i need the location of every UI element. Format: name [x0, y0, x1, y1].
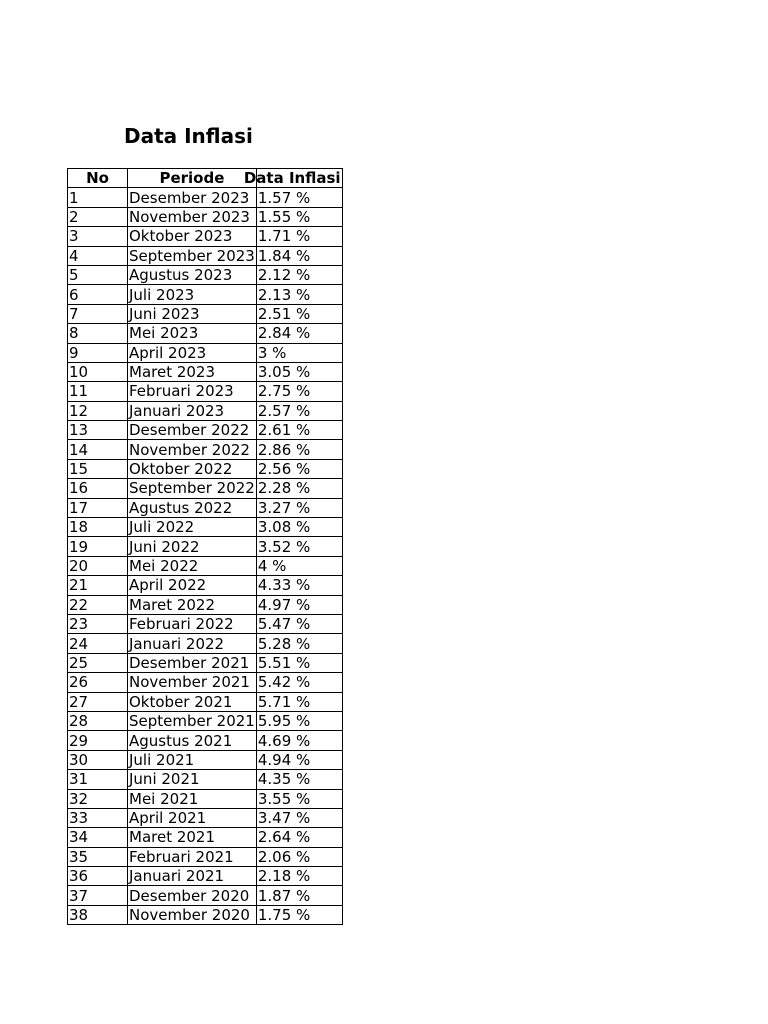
cell-no: 16 — [68, 479, 128, 498]
cell-data-inflasi: 1.57 % — [256, 188, 342, 207]
cell-periode: Mei 2023 — [128, 324, 257, 343]
table-row — [68, 459, 343, 478]
cell-periode: September 2023 — [129, 246, 255, 265]
cell-no: 35 — [68, 847, 128, 866]
cell-no: 37 — [68, 886, 128, 905]
column-header-no: No — [68, 169, 128, 188]
cell-data-inflasi: 4 % — [256, 556, 342, 575]
cell-data-inflasi: 2.12 % — [256, 265, 342, 284]
cell-periode: November 2020 — [128, 905, 257, 924]
cell-data-inflasi: 4.97 % — [256, 595, 342, 614]
table-header-row — [68, 169, 343, 188]
cell-data-inflasi: 2.51 % — [256, 304, 342, 323]
cell-periode: September 2022 — [129, 479, 255, 498]
page-title: Data Inflasi — [124, 124, 253, 148]
cell-no: 5 — [68, 265, 128, 284]
cell-periode: November 2021 — [128, 673, 257, 692]
cell-periode: Mei 2021 — [128, 789, 257, 808]
table-row — [68, 847, 343, 866]
cell-periode: September 2021 — [129, 712, 255, 731]
cell-no: 24 — [68, 634, 128, 653]
cell-periode: November 2023 — [128, 207, 257, 226]
table-row — [68, 207, 343, 226]
cell-no: 21 — [68, 576, 128, 595]
cell-data-inflasi: 2.64 % — [256, 828, 342, 847]
cell-no: 36 — [68, 867, 128, 886]
table-row — [68, 808, 343, 827]
cell-no: 32 — [68, 789, 128, 808]
cell-data-inflasi: 1.75 % — [256, 905, 342, 924]
cell-periode: Desember 2023 — [128, 188, 257, 207]
table-row — [68, 285, 343, 304]
cell-no: 15 — [68, 459, 128, 478]
table-row — [68, 498, 343, 517]
cell-data-inflasi: 4.33 % — [256, 576, 342, 595]
table-row — [68, 770, 343, 789]
table-row — [68, 886, 343, 905]
cell-data-inflasi: 1.55 % — [256, 207, 342, 226]
cell-periode: Maret 2022 — [128, 595, 257, 614]
inflation-table — [67, 168, 343, 925]
cell-periode: Februari 2023 — [128, 382, 257, 401]
table-row — [68, 188, 343, 207]
cell-periode: Agustus 2022 — [128, 498, 257, 517]
cell-periode: Juli 2023 — [128, 285, 257, 304]
cell-data-inflasi: 1.87 % — [256, 886, 342, 905]
cell-periode: Agustus 2021 — [128, 731, 257, 750]
cell-no: 23 — [68, 614, 128, 633]
column-header-data-inflasi-label: Data Inflasi — [243, 169, 341, 188]
cell-no: 11 — [68, 382, 128, 401]
table-row — [68, 653, 343, 672]
table-row — [68, 789, 343, 808]
table-row — [68, 614, 343, 633]
column-header-periode: Periode — [128, 169, 257, 188]
table-row — [68, 401, 343, 420]
table-row — [68, 518, 343, 537]
cell-periode: Desember 2022 — [128, 421, 257, 440]
cell-no: 38 — [68, 905, 128, 924]
cell-no: 29 — [68, 731, 128, 750]
table-row — [68, 750, 343, 769]
cell-data-inflasi: 3.27 % — [256, 498, 342, 517]
cell-no: 10 — [68, 362, 128, 381]
cell-no: 31 — [68, 770, 128, 789]
cell-no: 9 — [68, 343, 128, 362]
table-row — [68, 265, 343, 284]
cell-periode: April 2021 — [128, 808, 257, 827]
cell-no: 27 — [68, 692, 128, 711]
cell-data-inflasi: 3 % — [256, 343, 342, 362]
table-row — [68, 537, 343, 556]
cell-data-inflasi: 3.52 % — [256, 537, 342, 556]
cell-data-inflasi: 2.18 % — [256, 867, 342, 886]
cell-data-inflasi: 2.28 % — [256, 479, 342, 498]
cell-no: 30 — [68, 750, 128, 769]
table-row — [68, 440, 343, 459]
cell-data-inflasi: 1.71 % — [256, 227, 342, 246]
column-header-data-inflasi — [243, 169, 342, 188]
cell-data-inflasi: 3.55 % — [256, 789, 342, 808]
cell-no: 28 — [68, 711, 128, 730]
cell-periode: April 2023 — [128, 343, 257, 362]
table-row — [68, 362, 343, 381]
cell-no: 17 — [68, 498, 128, 517]
table-row — [68, 479, 343, 498]
cell-no: 12 — [68, 401, 128, 420]
cell-no: 20 — [68, 556, 128, 575]
cell-data-inflasi: 1.84 % — [256, 246, 342, 265]
cell-periode: Desember 2020 — [128, 886, 257, 905]
cell-no: 3 — [68, 227, 128, 246]
cell-data-inflasi: 5.28 % — [256, 634, 342, 653]
cell-data-inflasi: 2.84 % — [256, 324, 342, 343]
cell-data-inflasi: 2.13 % — [256, 285, 342, 304]
cell-periode: Februari 2021 — [128, 847, 257, 866]
cell-no: 6 — [68, 285, 128, 304]
table-row — [68, 595, 343, 614]
cell-data-inflasi: 5.47 % — [256, 614, 342, 633]
cell-no: 8 — [68, 324, 128, 343]
cell-data-inflasi: 5.42 % — [256, 673, 342, 692]
cell-periode: Agustus 2023 — [128, 265, 257, 284]
cell-periode: November 2022 — [128, 440, 257, 459]
table-row — [68, 382, 343, 401]
table-body — [68, 188, 343, 925]
cell-periode: Oktober 2021 — [128, 692, 257, 711]
cell-no: 19 — [68, 537, 128, 556]
cell-data-inflasi: 5.51 % — [256, 653, 342, 672]
cell-data-inflasi: 3.47 % — [256, 808, 342, 827]
cell-no: 33 — [68, 808, 128, 827]
cell-data-inflasi: 4.94 % — [256, 750, 342, 769]
table-row — [68, 711, 343, 730]
cell-data-inflasi: 2.75 % — [256, 382, 342, 401]
cell-data-inflasi: 5.71 % — [256, 692, 342, 711]
table-row — [68, 304, 343, 323]
table-row — [68, 246, 343, 265]
table-row — [68, 576, 343, 595]
cell-periode: April 2022 — [128, 576, 257, 595]
cell-periode: Mei 2022 — [128, 556, 257, 575]
cell-periode: Januari 2021 — [128, 867, 257, 886]
table-row — [68, 905, 343, 924]
cell-data-inflasi: 4.69 % — [256, 731, 342, 750]
cell-periode: Juni 2023 — [128, 304, 257, 323]
table-row — [68, 343, 343, 362]
cell-no: 26 — [68, 673, 128, 692]
cell-data-inflasi: 5.95 % — [256, 711, 342, 730]
cell-no: 34 — [68, 828, 128, 847]
cell-data-inflasi: 2.06 % — [256, 847, 342, 866]
cell-no: 18 — [68, 518, 128, 537]
cell-periode: Januari 2022 — [128, 634, 257, 653]
cell-periode: Januari 2023 — [128, 401, 257, 420]
cell-no: 4 — [68, 246, 128, 265]
table-row — [68, 634, 343, 653]
table-row — [68, 828, 343, 847]
cell-data-inflasi: 2.86 % — [256, 440, 342, 459]
cell-data-inflasi: 2.57 % — [256, 401, 342, 420]
cell-periode: Februari 2022 — [128, 614, 257, 633]
table-row — [68, 867, 343, 886]
table-row — [68, 731, 343, 750]
cell-no: 25 — [68, 653, 128, 672]
cell-no: 22 — [68, 595, 128, 614]
cell-data-inflasi: 2.61 % — [256, 421, 342, 440]
cell-no: 1 — [68, 188, 128, 207]
cell-periode: Juli 2021 — [128, 750, 257, 769]
cell-periode: Oktober 2022 — [128, 459, 257, 478]
cell-data-inflasi: 4.35 % — [256, 770, 342, 789]
cell-periode: Desember 2021 — [128, 653, 257, 672]
table-row — [68, 324, 343, 343]
cell-data-inflasi: 3.08 % — [256, 518, 342, 537]
cell-periode: Oktober 2023 — [128, 227, 257, 246]
cell-no: 2 — [68, 207, 128, 226]
cell-periode: Maret 2023 — [128, 362, 257, 381]
table-row — [68, 227, 343, 246]
cell-data-inflasi: 2.56 % — [256, 459, 342, 478]
table-row — [68, 673, 343, 692]
table-row — [68, 421, 343, 440]
table-row — [68, 692, 343, 711]
cell-periode: Juli 2022 — [128, 518, 257, 537]
cell-no: 14 — [68, 440, 128, 459]
cell-periode: Juni 2022 — [128, 537, 257, 556]
cell-data-inflasi: 3.05 % — [256, 362, 342, 381]
cell-periode: Maret 2021 — [128, 828, 257, 847]
table-row — [68, 556, 343, 575]
cell-periode: Juni 2021 — [128, 770, 257, 789]
cell-no: 13 — [68, 421, 128, 440]
cell-no: 7 — [68, 304, 128, 323]
